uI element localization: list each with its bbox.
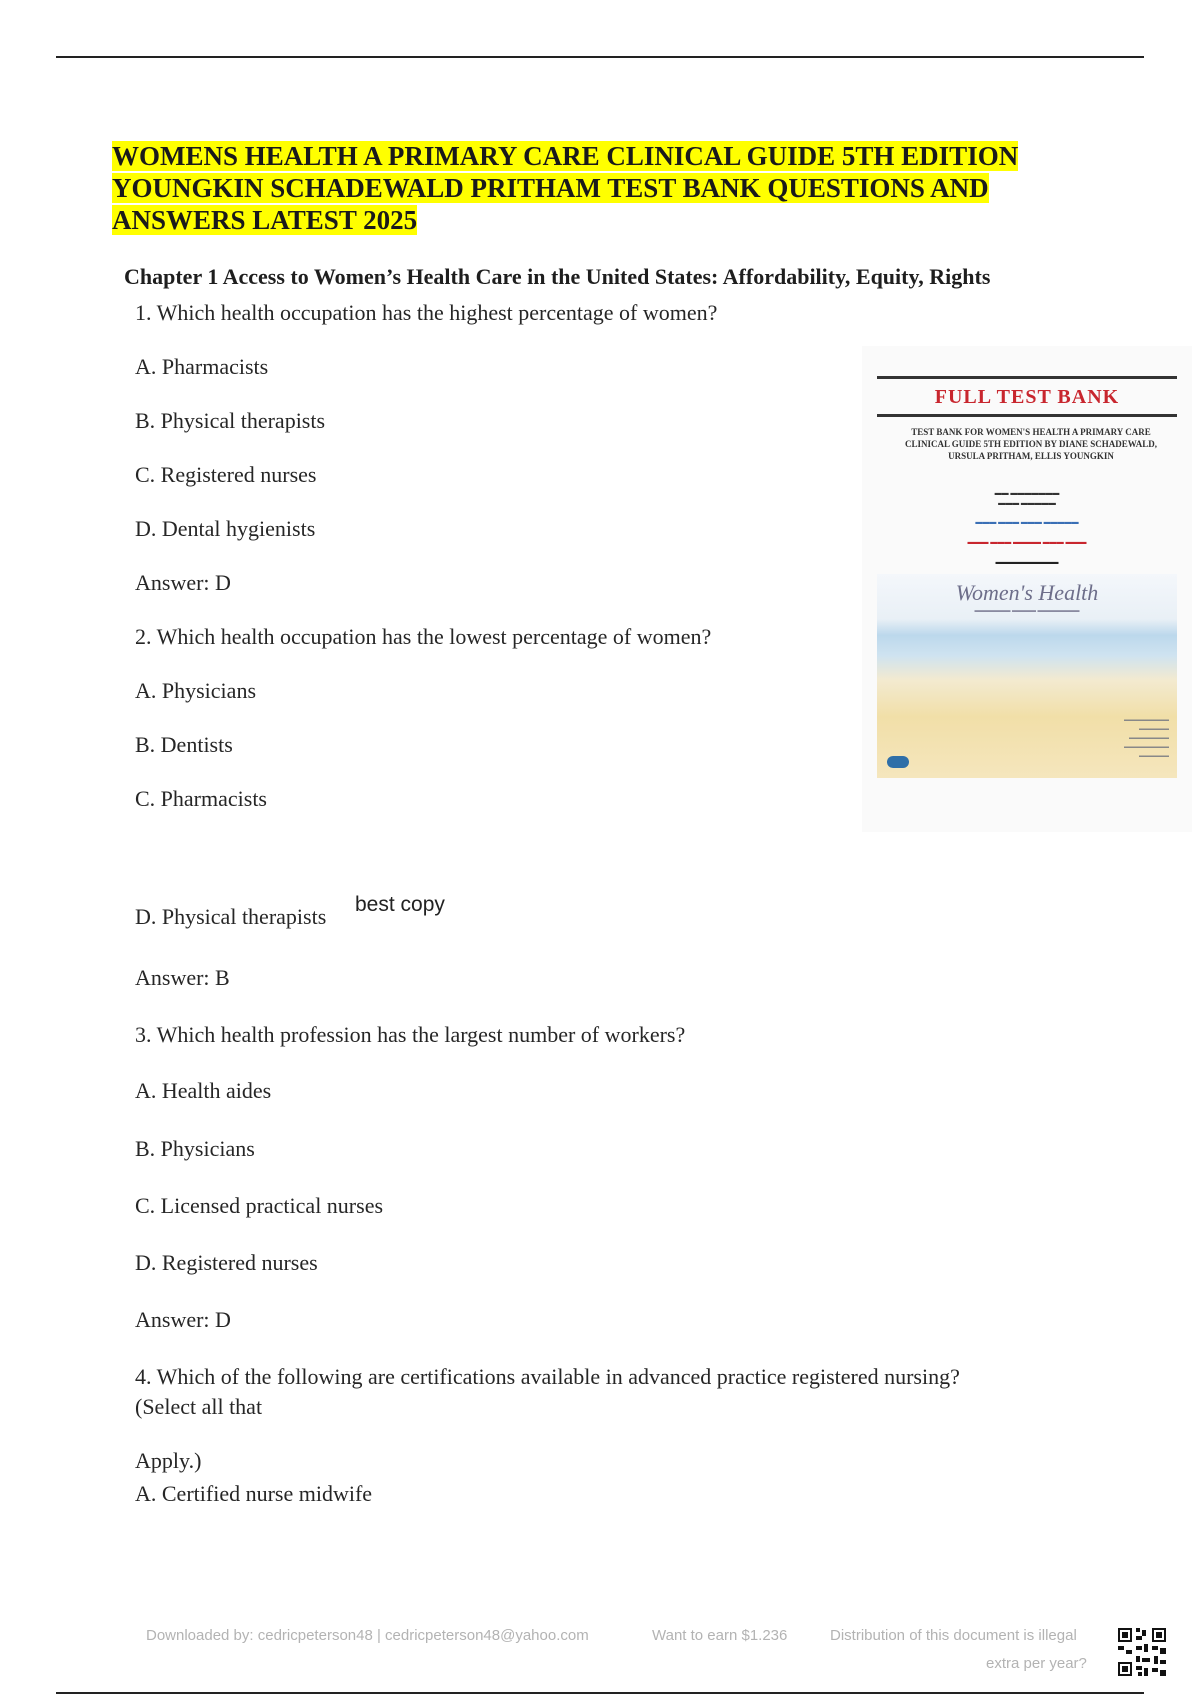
- footer-downloaded-by: Downloaded by: cedricpeterson48 | cedricpeterson48@yahoo.com: [146, 1627, 589, 1644]
- footer-illegal-notice: Distribution of this document is illegal: [830, 1627, 1077, 1644]
- q2-answer: Answer: B: [135, 965, 230, 990]
- footer-earn-line-2: extra per year?: [986, 1655, 1087, 1672]
- question-1: 1. Which health occupation has the highest percentage of women?: [135, 300, 718, 325]
- cover-heading: FULL TEST BANK: [934, 386, 1120, 408]
- q2-option-c: C. Pharmacists: [135, 786, 267, 811]
- q1-option-b: B. Physical therapists: [135, 408, 326, 433]
- question-3: 3. Which health profession has the largest number of workers?: [135, 1022, 686, 1047]
- bottom-rule: [56, 1692, 1144, 1694]
- chapter-label: Chapter 1: [124, 264, 219, 289]
- q3-option-c: C. Licensed practical nurses: [135, 1193, 384, 1218]
- q1-option-a: A. Pharmacists: [135, 354, 269, 379]
- q1-option-c: C. Registered nurses: [135, 462, 317, 487]
- q2-option-a: A. Physicians: [135, 678, 256, 703]
- qr-code-icon[interactable]: [1116, 1626, 1168, 1678]
- cover-top-bar: [877, 376, 1177, 379]
- q3-answer: Answer: D: [135, 1307, 231, 1332]
- question-4-line-1: 4. Which of the following are certifications available in advanced practice registered nursing?: [135, 1364, 960, 1389]
- question-4-line-2: (Select all that: [135, 1394, 263, 1419]
- cover-subtitle: TEST BANK FOR WOMEN'S HEALTH A PRIMARY CARE CLINICAL GUIDE 5TH EDITION BY DIANE SCHADEWALD, URSULA PRITHAM, ELLIS YOUNGKIN: [905, 427, 1157, 461]
- book-front-image: [877, 574, 1177, 778]
- top-rule: [56, 56, 1144, 58]
- footer-earn: Want to earn $1.236: [652, 1627, 788, 1644]
- q2-option-b: B. Dentists: [135, 732, 233, 757]
- cover-isbn-lines: ▬▬ ▬▬▬▬▬▬▬ ▬▬▬ ▬▬▬▬▬: [994, 489, 1060, 507]
- book-cover-image: [862, 346, 1192, 832]
- q4-option-a: A. Certified nurse midwife: [135, 1481, 373, 1506]
- q1-option-d: D. Dental hygienists: [135, 516, 316, 541]
- book-title: Women's Health: [955, 580, 1099, 605]
- book-authors-lines: ▬▬▬▬▬▬▬▬▬ ▬▬▬▬▬▬ ▬▬▬▬▬▬▬▬ ▬▬▬▬▬▬▬▬▬ ▬▬▬▬▬▬: [1124, 718, 1169, 759]
- cover-red-line: ▬▬▬ ▬▬▬ ▬▬▬▬ ▬▬▬ ▬▬▬: [967, 538, 1087, 546]
- cover-download-line: ▬▬▬▬▬▬▬▬▬: [995, 558, 1059, 566]
- chapter-heading: [124, 264, 1124, 290]
- book-subtitle-lines: ▬▬▬▬▬▬ ▬▬▬▬ ▬▬▬▬▬▬▬: [974, 608, 1080, 614]
- question-4-line-3: Apply.): [135, 1448, 202, 1473]
- q3-option-d: D. Registered nurses: [135, 1250, 318, 1275]
- q3-option-b: B. Physicians: [135, 1136, 255, 1161]
- chapter-title: Access to Women’s Health Care in the United States: Affordability, Equity, Rights: [222, 264, 991, 289]
- document-title: [112, 140, 1072, 236]
- cover-mid-bar: [877, 414, 1177, 417]
- q3-option-a: A. Health aides: [135, 1078, 272, 1103]
- q2-option-d: D. Physical therapists: [135, 904, 327, 929]
- question-2: 2. Which health occupation has the lowest percentage of women?: [135, 624, 712, 649]
- q1-answer: Answer: D: [135, 570, 231, 595]
- publisher-logo-icon: [887, 756, 909, 768]
- title-highlight: WOMENS HEALTH A PRIMARY CARE CLINICAL GUIDE 5TH EDITION YOUNGKIN SCHADEWALD PRITHAM TEST BANK QUESTIONS AND ANSWERS LATEST 2025: [112, 141, 1019, 235]
- cover-blue-line: ▬▬▬ ▬▬▬ ▬▬▬ ▬▬▬▬▬: [975, 518, 1079, 526]
- best-copy-note: best copy: [355, 893, 445, 916]
